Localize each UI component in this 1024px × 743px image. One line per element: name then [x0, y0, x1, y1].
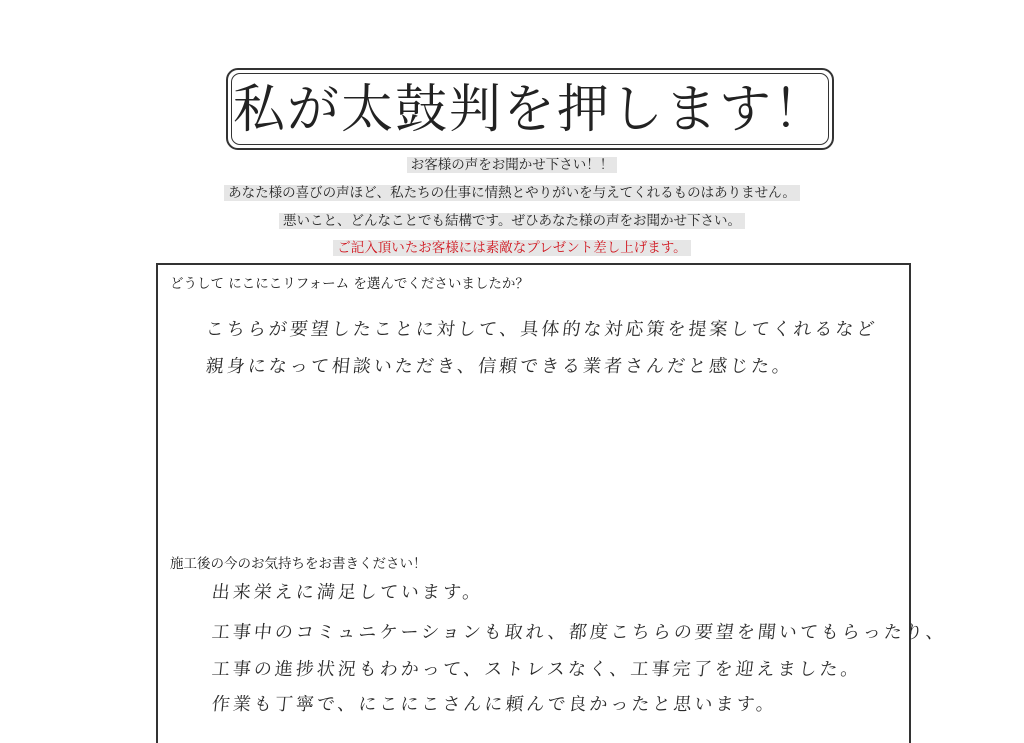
question-2-label: 施工後の今のお気持ちをお書きください！ — [170, 556, 427, 572]
page-title: 私が太鼓判を押します！ — [232, 80, 827, 140]
answer-1-line-1: こちらが要望したことに対して、具体的な対応策を提案してくれるなど — [204, 319, 879, 340]
answer-2-line-3: 工事の進捗状況もわかって、ストレスなく、工事完了を迎えました。 — [210, 659, 863, 680]
intro-text-1: お客様の声をお聞かせ下さい！！ — [407, 157, 618, 173]
answer-2-line-2: 工事中のコミュニケーションも取れ、都度こちらの要望を聞いてもらったり、 — [210, 622, 948, 643]
answer-2-line-4: 作業も丁寧で、にこにこさんに頼んで良かったと思います。 — [210, 694, 779, 715]
title-box — [226, 68, 834, 150]
intro-line-4 — [0, 239, 1024, 257]
intro-text-2: あなた様の喜びの声ほど、私たちの仕事に情熱とやりがいを与えてくれるものはありません。 — [224, 185, 800, 201]
answer-1-line-2: 親身になって相談いただき、信頼できる業者さんだと感じた。 — [204, 356, 795, 377]
intro-text-3: 悪いこと、どんなことでも結構です。ぜひあなた様の声をお聞かせ下さい。 — [279, 213, 745, 229]
question-1-label: どうして にこにこリフォーム を選んでくださいましたか？ — [170, 276, 529, 292]
answer-2-line-1: 出来栄えに満足しています。 — [210, 582, 485, 603]
present-notice: ご記入頂いたお客様には素敵なプレゼント差し上げます。 — [333, 240, 690, 256]
intro-line-3 — [0, 212, 1024, 230]
intro-line-2 — [0, 184, 1024, 202]
intro-line-1 — [0, 156, 1024, 174]
